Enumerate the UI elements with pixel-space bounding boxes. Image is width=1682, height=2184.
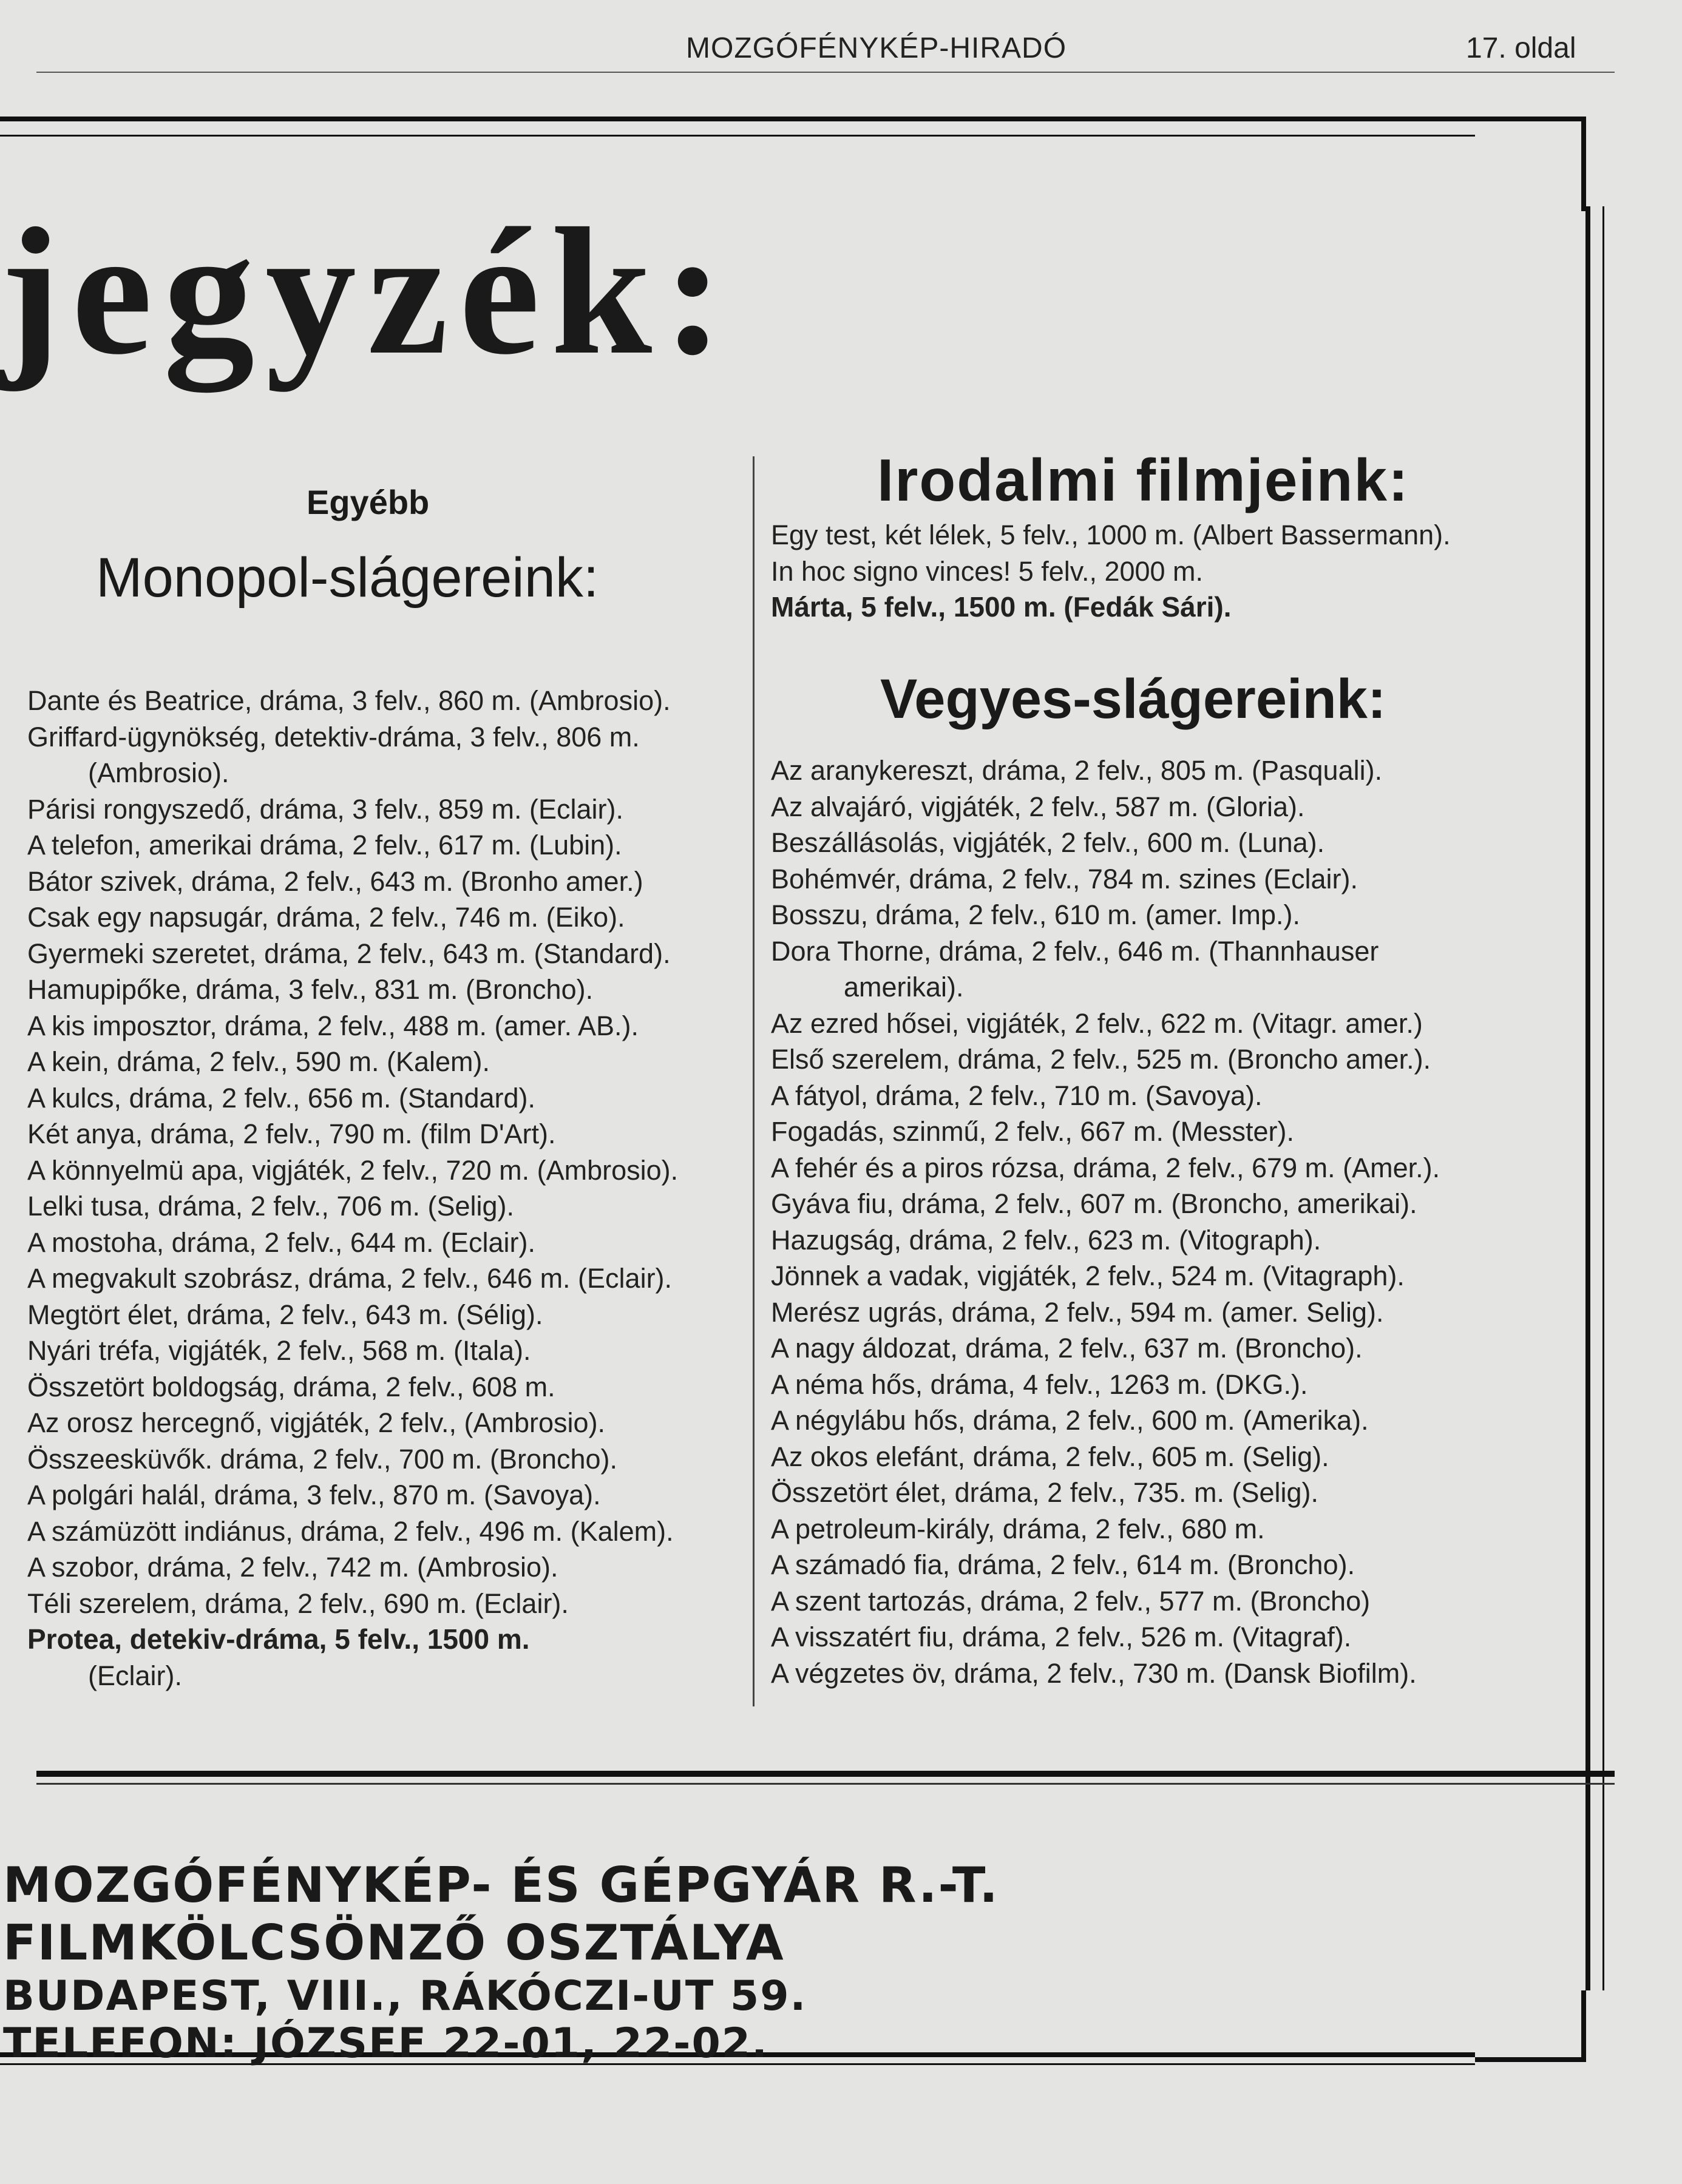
list-item: Összeesküvők. dráma, 2 felv., 700 m. (Broncho).: [27, 1443, 618, 1475]
company-name: MOZGÓFÉNYKÉP- ÉS GÉPGYÁR R.-T.: [3, 1857, 999, 1913]
literary-film-list: [771, 517, 1609, 626]
running-head: MOZGÓFÉNYKÉP-HIRADÓ: [686, 32, 1067, 64]
list-item: A megvakult szobrász, dráma, 2 felv., 646 m. (Eclair).: [27, 1263, 673, 1294]
list-item: Téli szerelem, dráma, 2 felv., 690 m. (Eclair).: [27, 1587, 569, 1619]
mixed-heading: Vegyes-slágereink:: [880, 668, 1386, 730]
list-item: Bosszu, dráma, 2 felv., 610 m. (amer. Imp.).: [771, 899, 1300, 930]
list-item: A végzetes öv, dráma, 2 felv., 730 m. (Dansk Biofilm).: [771, 1657, 1417, 1689]
list-item: Merész ugrás, dráma, 2 felv., 594 m. (amer. Selig).: [771, 1296, 1384, 1328]
list-item: Az orosz hercegnő, vigjáték, 2 felv., (Ambrosio).: [27, 1407, 606, 1438]
list-item: A visszatért fiu, dráma, 2 felv., 526 m. (Vitagraf).: [771, 1621, 1352, 1652]
company-address: BUDAPEST, VIII., RÁKÓCZI-UT 59.: [3, 1972, 807, 2020]
list-item: Összetört boldogság, dráma, 2 felv., 608 m.: [27, 1371, 555, 1402]
literary-heading: Irodalmi filmjeink:: [877, 447, 1409, 513]
list-item: (Eclair).: [88, 1660, 182, 1691]
list-item: A kis imposztor, dráma, 2 felv., 488 m. (amer. AB.).: [27, 1010, 639, 1041]
list-item: Griffard-ügynökség, detektiv-dráma, 3 felv., 806 m.: [27, 721, 640, 752]
mixed-film-list: [771, 752, 1609, 1691]
list-item: Bohémvér, dráma, 2 felv., 784 m. szines (Eclair).: [771, 863, 1358, 894]
list-item: A telefon, amerikai dráma, 2 felv., 617 m. (Lubin).: [27, 830, 622, 860]
company-phone: TELEFON: JÓZSEF 22-01, 22-02.: [3, 2020, 768, 2067]
list-item: Bátor szivek, dráma, 2 felv., 643 m. (Bronho amer.): [27, 865, 643, 897]
list-item: Lelki tusa, dráma, 2 felv., 706 m. (Selig).: [27, 1191, 515, 1222]
list-item: Nyári tréfa, vigjáték, 2 felv., 568 m. (Itala).: [27, 1335, 531, 1366]
list-item: Protea, detekiv-dráma, 5 felv., 1500 m.: [27, 1623, 530, 1655]
footer-rule-thin: [36, 1783, 1615, 1785]
list-item: Az ezred hősei, vigjáték, 2 felv., 622 m. (Vitagr. amer.): [771, 1007, 1423, 1039]
list-item: Párisi rongyszedő, dráma, 3 felv., 859 m. (Eclair).: [27, 793, 624, 825]
list-item: Csak egy napsugár, dráma, 2 felv., 746 m. (Eiko).: [27, 902, 625, 933]
list-item: A kulcs, dráma, 2 felv., 656 m. (Standard).: [27, 1082, 536, 1114]
company-department: FILMKÖLCSÖNZŐ OSZTÁLYA: [3, 1915, 785, 1971]
list-item: Gyáva fiu, dráma, 2 felv., 607 m. (Broncho, amerikai).: [771, 1188, 1417, 1219]
list-item: A petroleum-király, dráma, 2 felv., 680 m.: [771, 1513, 1265, 1544]
list-item: Dora Thorne, dráma, 2 felv., 646 m. (Thannhauser: [771, 935, 1379, 967]
list-item: amerikai).: [844, 972, 964, 1002]
left-subheading: Egyébb: [307, 483, 430, 521]
left-heading: Monopol-slágereink:: [96, 547, 599, 609]
list-item: A fehér és a piros rózsa, dráma, 2 felv., 679 m. (Amer.).: [771, 1152, 1440, 1183]
list-item: Az alvajáró, vigjáték, 2 felv., 587 m. (Gloria).: [771, 791, 1305, 822]
list-item: Gyermeki szeretet, dráma, 2 felv., 643 m. (Standard).: [27, 938, 671, 969]
list-item: Az aranykereszt, dráma, 2 felv., 805 m. (Pasquali).: [771, 755, 1383, 786]
list-item: Hamupipőke, dráma, 3 felv., 831 m. (Broncho).: [27, 974, 594, 1005]
list-item: A polgári halál, dráma, 3 felv., 870 m. (Savoya).: [27, 1479, 601, 1510]
list-item: A szobor, dráma, 2 felv., 742 m. (Ambrosio).: [27, 1552, 558, 1583]
column-divider: [753, 456, 755, 1706]
list-item: Első szerelem, dráma, 2 felv., 525 m. (Broncho amer.).: [771, 1044, 1431, 1075]
list-item: Megtört élet, dráma, 2 felv., 643 m. (Sélig).: [27, 1299, 543, 1330]
list-item: A néma hős, dráma, 4 felv., 1263 m. (DKG.).: [771, 1368, 1308, 1400]
list-item: Beszállásolás, vigjáték, 2 felv., 600 m. (Luna).: [771, 827, 1325, 858]
list-item: Márta, 5 felv., 1500 m. (Fedák Sári).: [771, 591, 1232, 623]
page-number: 17. oldal: [1466, 32, 1576, 64]
list-item: Két anya, dráma, 2 felv., 790 m. (film D'Art).: [27, 1118, 556, 1149]
list-item: Egy test, két lélek, 5 felv., 1000 m. (Albert Bassermann).: [771, 519, 1451, 550]
list-item: A számadó fia, dráma, 2 felv., 614 m. (Broncho).: [771, 1549, 1355, 1580]
list-item: Összetört élet, dráma, 2 felv., 735. m. (Selig).: [771, 1477, 1318, 1508]
list-item: A fátyol, dráma, 2 felv., 710 m. (Savoya).: [771, 1080, 1263, 1111]
footer-rule: [36, 1771, 1615, 1777]
list-item: (Ambrosio).: [88, 757, 229, 788]
list-item: A négylábu hős, dráma, 2 felv., 600 m. (Amerika).: [771, 1405, 1369, 1436]
list-item: A mostoha, dráma, 2 felv., 644 m. (Eclair).: [27, 1226, 535, 1258]
list-item: Az okos elefánt, dráma, 2 felv., 605 m. (Selig).: [771, 1441, 1329, 1472]
header-rule: [36, 72, 1615, 73]
list-item: A szent tartozás, dráma, 2 felv., 577 m. (Broncho): [771, 1585, 1371, 1617]
list-item: A könnyelmü apa, vigjáték, 2 felv., 720 m. (Ambrosio).: [27, 1154, 679, 1186]
list-item: In hoc signo vinces! 5 felv., 2000 m.: [771, 555, 1204, 587]
list-item: A nagy áldozat, dráma, 2 felv., 637 m. (Broncho).: [771, 1333, 1363, 1364]
list-item: A kein, dráma, 2 felv., 590 m. (Kalem).: [27, 1046, 490, 1077]
list-item: Fogadás, szinmű, 2 felv., 667 m. (Messter).: [771, 1116, 1294, 1147]
list-item: A számüzött indiánus, dráma, 2 felv., 496 m. (Kalem).: [27, 1515, 674, 1547]
list-item: Dante és Beatrice, dráma, 3 felv., 860 m. (Ambrosio).: [27, 685, 671, 716]
page-title: jegyzék:: [0, 191, 735, 392]
list-item: Hazugság, dráma, 2 felv., 623 m. (Vitograph).: [771, 1224, 1321, 1256]
monopol-film-list: [27, 683, 750, 1694]
list-item: Jönnek a vadak, vigjáték, 2 felv., 524 m. (Vitagraph).: [771, 1260, 1405, 1291]
